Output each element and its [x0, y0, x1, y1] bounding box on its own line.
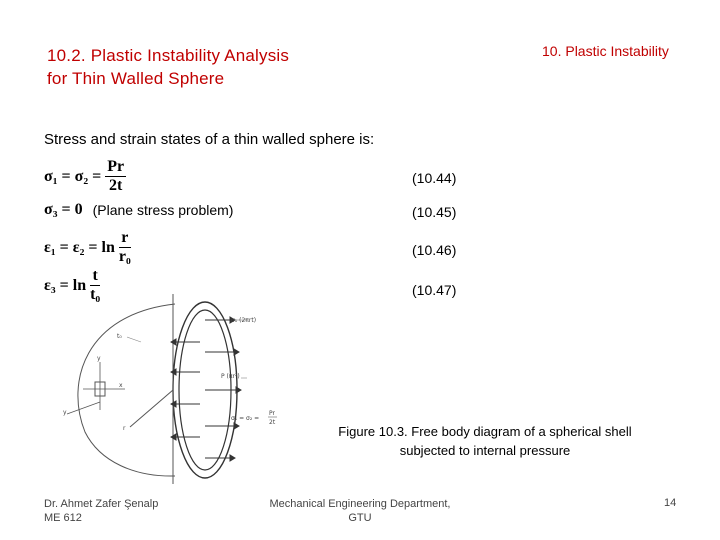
- equation-lhs: ε₃ = ln: [44, 276, 87, 294]
- y-axis-label: y: [97, 355, 101, 362]
- equation-lhs: σ₁ = σ₂ =: [44, 167, 102, 185]
- equation-number: (10.45): [412, 204, 457, 220]
- fraction-denominator: r₀: [118, 248, 131, 265]
- relation-numerator: Pr: [269, 410, 275, 417]
- equation-10-46: [44, 229, 131, 266]
- free-body-diagram: [55, 292, 295, 487]
- equation-lhs: ε₁ = ε₂ = ln: [44, 238, 115, 256]
- section-title-line2: for Thin Walled Sphere: [47, 69, 225, 88]
- equation-10-44: [44, 158, 126, 195]
- relation-label: σ₁ = σ₂ =: [231, 415, 260, 422]
- leader-line: [127, 337, 141, 342]
- z-axis-label: y: [63, 409, 67, 416]
- fraction-denominator: t₀: [90, 286, 101, 303]
- z-axis: [67, 402, 100, 414]
- equation-fraction: [105, 158, 126, 195]
- r-label: r: [123, 425, 126, 432]
- fraction-numerator: r: [119, 229, 131, 248]
- footer-department: Mechanical Engineering Department,: [269, 498, 451, 510]
- fraction-numerator: t: [90, 267, 100, 286]
- equation-number: (10.46): [412, 242, 457, 258]
- radius-line: [130, 390, 173, 427]
- fraction-denominator: 2t: [109, 177, 123, 194]
- pressure-label: P (πr²): [221, 373, 240, 380]
- equation-number: (10.44): [412, 170, 457, 186]
- section-title: [47, 44, 289, 90]
- footer-author-block: [44, 497, 158, 525]
- fraction-numerator: Pr: [107, 158, 125, 175]
- t0-label: t₀: [117, 333, 122, 340]
- chapter-title: 10. Plastic Instability: [542, 43, 669, 59]
- footer-course: ME 612: [44, 512, 82, 524]
- caption-line2: subjected to internal pressure: [399, 443, 571, 458]
- sphere-outline: [78, 304, 175, 476]
- equation-fraction: [119, 229, 131, 266]
- section-title-line1: 10.2. Plastic Instability Analysis: [47, 46, 290, 65]
- relation-denominator: 2t: [269, 419, 276, 426]
- intro-text: Stress and strain states of a thin walled sphere is:: [44, 131, 375, 148]
- footer-university: GTU: [348, 512, 372, 524]
- x-axis-label: x: [119, 382, 123, 389]
- sigma1-label: σ₁ (2πrt): [231, 317, 257, 324]
- equation-10-45: [44, 201, 233, 219]
- equation-lhs: σ₃ = 0: [44, 201, 83, 218]
- figure-caption: [300, 422, 670, 460]
- caption-line1: Figure 10.3. Free body diagram of a spherical shell: [338, 424, 632, 439]
- equation-note: (Plane stress problem): [92, 202, 234, 218]
- equation-number: (10.47): [412, 282, 457, 298]
- footer-department-block: [262, 497, 458, 525]
- stress-arrows: [205, 317, 241, 461]
- footer-author: Dr. Ahmet Zafer Şenalp: [44, 498, 159, 510]
- page-number: 14: [664, 497, 677, 509]
